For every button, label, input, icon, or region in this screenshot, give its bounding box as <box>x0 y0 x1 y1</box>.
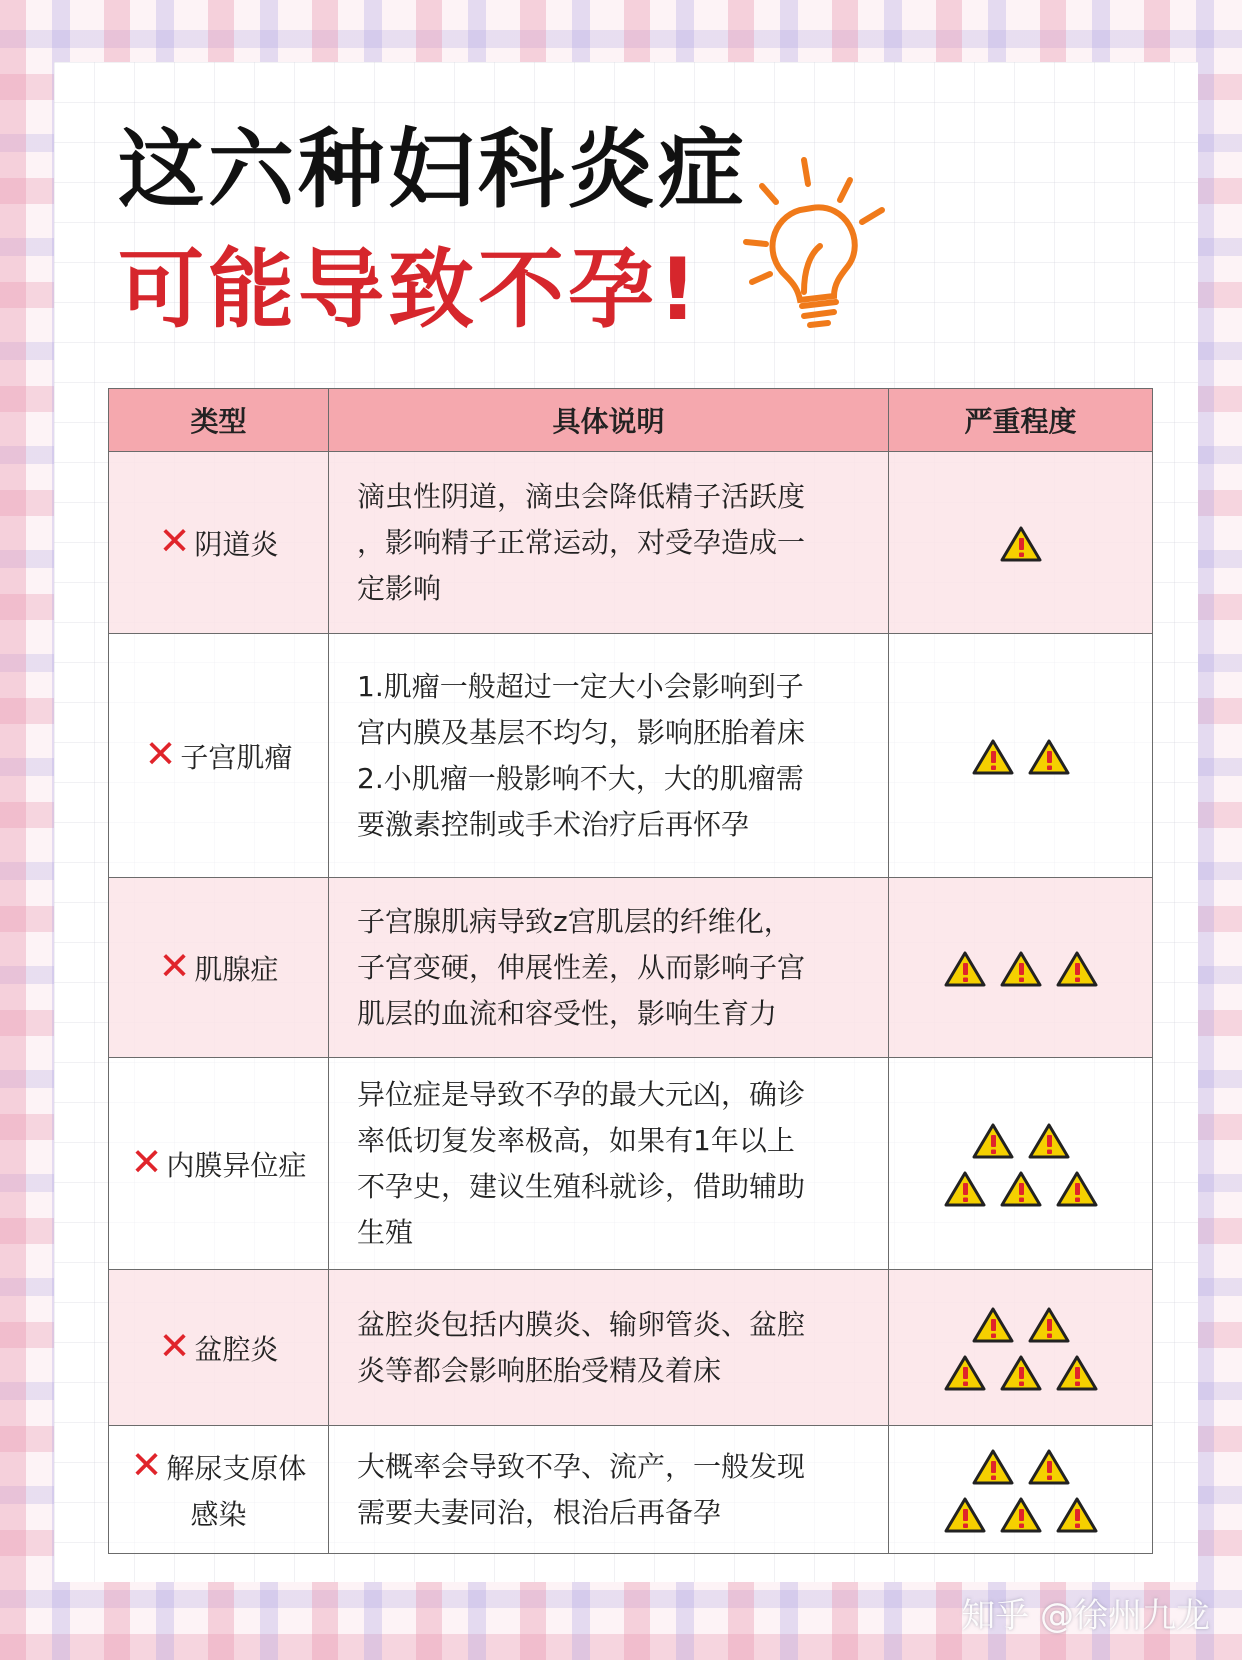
description-line: 异位症是导致不孕的最大元凶，确诊 <box>357 1077 806 1111</box>
type-label-continued: 感染 <box>190 1497 247 1531</box>
table-row <box>109 1426 1153 1554</box>
severity-cell <box>889 634 1153 878</box>
warning-triangle-icon <box>1027 1122 1071 1160</box>
description-line: 要激素控制或手术治疗后再怀孕 <box>357 807 750 841</box>
watermark: 知乎 @徐州九龙 <box>961 1596 1210 1636</box>
warning-triangle-icon <box>943 1170 987 1208</box>
type-cell <box>109 452 329 634</box>
warning-triangle-icon <box>1055 950 1099 988</box>
description-line: 1.肌瘤一般超过一定大小会影响到子 <box>357 669 804 703</box>
cross-mark-icon: ✕ <box>158 1323 191 1368</box>
type-label: 内膜异位症 <box>166 1148 307 1182</box>
warning-triangle-icon <box>1055 1170 1099 1208</box>
warning-triangle-icon <box>999 1170 1043 1208</box>
table-header-row <box>109 389 1153 452</box>
header-severity: 严重程度 <box>889 389 1153 452</box>
description-cell <box>329 1058 889 1270</box>
warning-triangle-icon <box>943 950 987 988</box>
warning-triangle-icon <box>999 1496 1043 1534</box>
type-cell <box>109 1426 329 1554</box>
type-cell <box>109 1058 329 1270</box>
severity-cell <box>889 1270 1153 1426</box>
description-line: 子宫腺肌病导致z宫肌层的纤维化， <box>357 904 792 938</box>
description-line: 不孕史，建议生殖科就诊，借助辅助 <box>357 1169 806 1203</box>
description-cell <box>329 634 889 878</box>
type-label: 子宫肌瘤 <box>180 740 293 774</box>
table-row <box>109 1058 1153 1270</box>
description-cell <box>329 452 889 634</box>
table-row <box>109 1270 1153 1426</box>
description-cell <box>329 878 889 1058</box>
cross-mark-icon: ✕ <box>158 518 191 563</box>
type-label: 盆腔炎 <box>194 1332 279 1366</box>
description-cell <box>329 1426 889 1554</box>
warning-triangle-icon <box>943 1354 987 1392</box>
warning-triangle-icon <box>1055 1354 1099 1392</box>
cross-mark-icon: ✕ <box>130 1139 163 1184</box>
warning-triangle-icon <box>999 1354 1043 1392</box>
lightbulb-icon <box>742 150 902 330</box>
warning-triangle-icon <box>943 1496 987 1534</box>
warning-triangle-icon <box>1027 1448 1071 1486</box>
severity-cell <box>889 1058 1153 1270</box>
description-line: ，影响精子正常运动，对受孕造成一 <box>357 525 806 559</box>
severity-cell <box>889 452 1153 634</box>
type-label: 解尿支原体 <box>166 1451 307 1485</box>
description-line: 定影响 <box>357 571 442 605</box>
warning-triangle-icon <box>999 525 1043 563</box>
header-description: 具体说明 <box>329 389 889 452</box>
title-line-1: 这六种妇科炎症 <box>118 120 748 220</box>
warning-triangle-icon <box>1055 1496 1099 1534</box>
warning-triangle-icon <box>1027 1306 1071 1344</box>
cross-mark-icon: ✕ <box>158 943 191 988</box>
warning-triangle-icon <box>971 1306 1015 1344</box>
title-line-2: 可能导致不孕! <box>118 240 702 340</box>
table-row <box>109 634 1153 878</box>
description-line: 大概率会导致不孕、流产，一般发现 <box>357 1449 806 1483</box>
description-line: 生殖 <box>357 1215 414 1249</box>
inflammation-table <box>108 388 1153 1554</box>
description-line: 2.小肌瘤一般影响不大，大的肌瘤需 <box>357 761 804 795</box>
warning-triangle-icon <box>971 1122 1015 1160</box>
severity-cell <box>889 1426 1153 1554</box>
type-cell <box>109 1270 329 1426</box>
description-line: 需要夫妻同治，根治后再备孕 <box>357 1495 722 1529</box>
description-line: 宫内膜及基层不均匀，影响胚胎着床 <box>357 715 806 749</box>
description-line: 盆腔炎包括内膜炎、输卵管炎、盆腔 <box>357 1307 806 1341</box>
cross-mark-icon: ✕ <box>130 1442 163 1487</box>
warning-triangle-icon <box>1027 738 1071 776</box>
warning-triangle-icon <box>971 738 1015 776</box>
warning-triangle-icon <box>999 950 1043 988</box>
table-row <box>109 452 1153 634</box>
description-line: 肌层的血流和容受性，影响生育力 <box>357 996 778 1030</box>
warning-triangle-icon <box>971 1448 1015 1486</box>
description-line: 滴虫性阴道，滴虫会降低精子活跃度 <box>357 479 806 513</box>
type-cell <box>109 878 329 1058</box>
description-line: 子宫变硬，伸展性差，从而影响子宫 <box>357 950 806 984</box>
table-row <box>109 878 1153 1058</box>
severity-cell <box>889 878 1153 1058</box>
type-label: 阴道炎 <box>194 527 279 561</box>
description-line: 炎等都会影响胚胎受精及着床 <box>357 1353 722 1387</box>
type-cell <box>109 634 329 878</box>
type-label: 肌腺症 <box>194 952 279 986</box>
cross-mark-icon: ✕ <box>144 731 177 776</box>
header-type: 类型 <box>109 389 329 452</box>
description-line: 率低切复发率极高，如果有1年以上 <box>357 1123 795 1157</box>
description-cell <box>329 1270 889 1426</box>
